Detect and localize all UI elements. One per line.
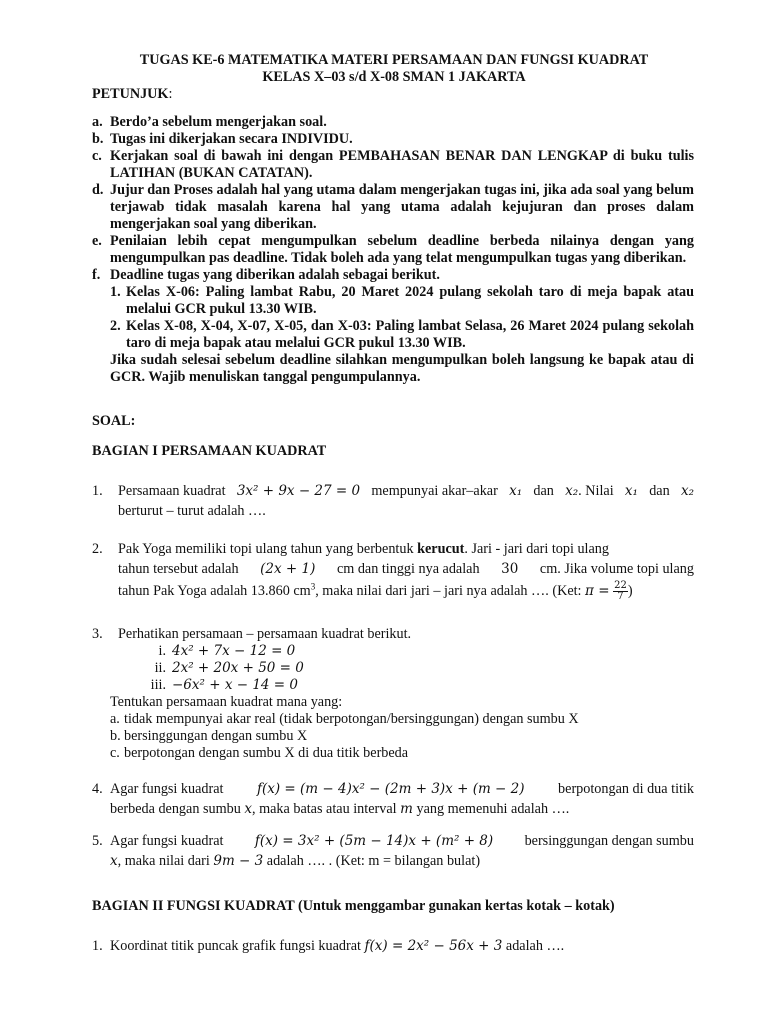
instructions-closing: Jika sudah selesai sebelum deadline silahkan mengumpulkan boleh langsung ke bapak atau di GCR. Wajib menuliskan tanggal pengumpulannya.	[110, 352, 694, 385]
question-1-3: 3. Perhatikan persamaan – persamaan kuadrat berikut. i. 4x² + 7x − 12 = 0 ii. 2x² + 20x + 50 = 0 iii. −6x² + x − 14 = 0 Tentukan persamaan kuadrat mana yang: a. tidak mempunyai akar real (tidak berpotongan/bersinggungan) dengan sumbu X b. bersinggungan dengan sumbu X c. berpotongan dengan sumbu X di dua titik berbeda	[92, 626, 694, 762]
instruction-item: c. Kerjakan soal di bawah ini dengan PEMBAHASAN BENAR DAN LENGKAP di buku tulis LATIHAN (BUKAN CATATAN).	[92, 148, 694, 181]
instruction-item: d. Jujur dan Proses adalah hal yang utama dalam mengerjakan tugas ini, jika ada soal yang belum terjawab tidak masalah karena hal yang utama adalah kejujuran dan proses dalam mengerjakan soal yang diberikan.	[92, 182, 694, 232]
section-2-title: BAGIAN II FUNGSI KUADRAT (Untuk menggambar gunakan kertas kotak – kotak)	[92, 898, 615, 914]
equation-ii: ii. 2x² + 20x + 50 = 0	[154, 660, 304, 676]
instruction-item: f. Deadline tugas yang diberikan adalah sebagai berikut.	[92, 267, 440, 283]
question-1-4: 4. Agar fungsi kuadrat f(x) = (m − 4)x² − (2m + 3)x + (m − 2) berpotongan di dua titik berbeda dengan sumbu x, maka batas atau interval m yang memenuhi adalah ….	[92, 781, 694, 817]
instructions-list	[92, 114, 694, 386]
title-line-1: TUGAS KE-6 MATEMATIKA MATERI PERSAMAAN DAN FUNGSI KUADRAT	[139, 52, 649, 68]
instruction-item: b. Tugas ini dikerjakan secara INDIVIDU.	[92, 131, 353, 147]
deadline-item: 1. Kelas X-06: Paling lambat Rabu, 20 Maret 2024 pulang sekolah taro di meja bapak atau melalui GCR pukul 13.30 WIB.	[110, 284, 694, 317]
question-1-1: 1. Persamaan kuadrat 3x² + 9x − 27 = 0 mempunyai akar–akar x₁ dan x₂. Nilai x₁ dan x₂ berturut – turut adalah ….	[92, 483, 694, 519]
fraction-22-over-7: $\frac{22}{7}$	[614, 580, 627, 603]
deadline-item: 2. Kelas X-08, X-04, X-07, X-05, dan X-03: Paling lambat Selasa, 26 Maret 2024 pulang sekolah taro di meja bapak atau melalui GCR pukul 13.30 WIB.	[110, 318, 694, 351]
section-1-title: BAGIAN I PERSAMAAN KUADRAT	[92, 443, 327, 459]
document-title	[60, 52, 728, 86]
instruction-item: a. Berdo’a sebelum mengerjakan soal.	[92, 114, 327, 130]
equation-iii: iii. −6x² + x − 14 = 0	[150, 677, 298, 693]
option-c: c. berpotongan dengan sumbu X di dua titik berbeda	[110, 745, 409, 761]
title-line-2: KELAS X–03 s/d X-08 SMAN 1 JAKARTA	[262, 69, 526, 85]
option-b: b. bersinggungan dengan sumbu X	[110, 728, 308, 744]
question-2-1: 1. Koordinat titik puncak grafik fungsi kuadrat f(x) = 2x² − 56x + 3 adalah ….	[92, 938, 565, 954]
instruction-item: e. Penilaian lebih cepat mengumpulkan sebelum deadline berbeda nilainya dengan yang mengumpulkan pas deadline. Tidak boleh ada yang telat mengumpulkan tugas yang diberikan.	[92, 233, 694, 266]
question-1-5: 5. Agar fungsi kuadrat f(x) = 3x² + (5m − 14)x + (m² + 8) bersinggungan dengan sumbu x, maka nilai dari 9m − 3 adalah …. . (Ket: m = bilangan bulat)	[92, 833, 694, 869]
question-1-2: 2. Pak Yoga memiliki topi ulang tahun yang berbentuk kerucut. Jari - jari dari topi ulang tahun tersebut adalah (2x + 1) cm dan tinggi nya adalah 30 cm. Jika volume topi ulang tahun Pak Yoga adalah 13.860 $cm^3$, maka nilai dari jari – jari nya adalah …. (Ket: π = $\frac{22}{7}$ )	[92, 541, 694, 603]
instructions-heading: PETUNJUK:	[92, 86, 173, 102]
equation-i: i. 4x² + 7x − 12 = 0	[158, 643, 296, 659]
instructions-section	[92, 86, 694, 103]
soal-heading: SOAL:	[92, 413, 136, 429]
option-a: a. tidak mempunyai akar real (tidak berpotongan/bersinggungan) dengan sumbu X	[110, 711, 579, 727]
